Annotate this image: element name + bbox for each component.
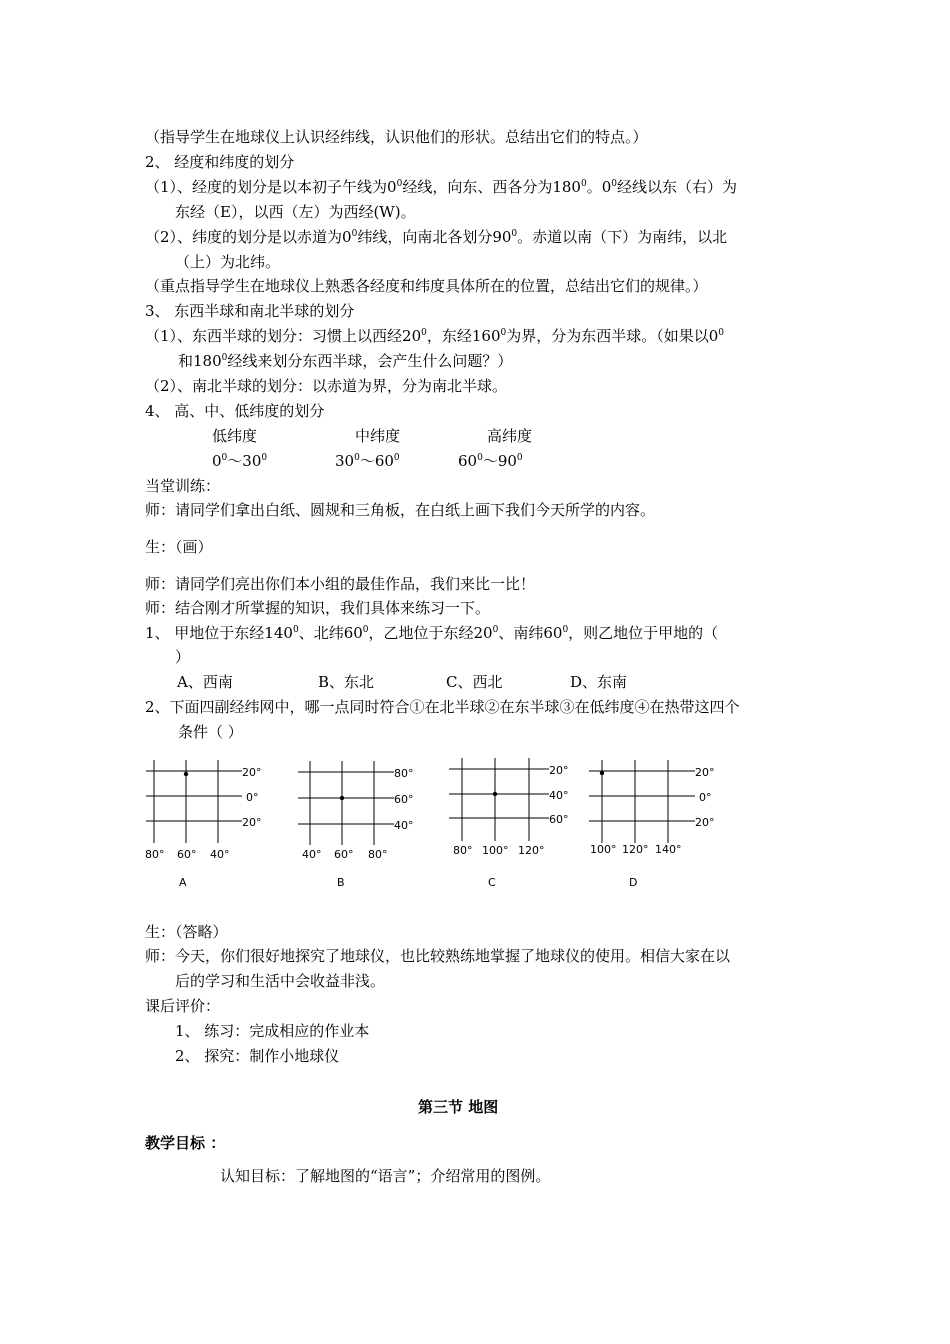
- question-2-line2: 条件（ ）: [178, 723, 243, 741]
- lat-mid-label: 中纬度: [355, 427, 401, 445]
- grid-d-bottom-label-2: 120°: [622, 843, 649, 856]
- teacher-line-4a: 师：今天，你们很好地探究了地球仪，也比较熟练地掌握了地球仪的使用。相信大家在以: [145, 947, 731, 965]
- grid-b: [294, 755, 419, 865]
- option-a: A、西南: [177, 673, 233, 691]
- evaluation-item-1: 1、 练习：完成相应的作业本: [175, 1022, 370, 1040]
- para-3-2: （2）、南北半球的划分：以赤道为界，分为南北半球。: [145, 377, 508, 395]
- grid-a-right-label-3: 20°: [242, 816, 262, 829]
- teacher-line-3: 师：结合刚才所掌握的知识，我们具体来练习一下。: [145, 599, 491, 617]
- grid-b-bottom-label-2: 60°: [334, 848, 354, 861]
- goal-text: 认知目标：了解地图的“语言”；介绍常用的图例。: [220, 1167, 551, 1185]
- grid-c-point: [493, 792, 497, 796]
- para-2-1-line1: （1）、经度的划分是以本初子午线为$0^0$经线，向东、西各分为$180^0$。$0^0$经线以东（右）为: [145, 178, 737, 196]
- lat-high-range: $60^0\sim 90^0$: [458, 452, 523, 470]
- teacher-line-1: 师：请同学们拿出白纸、圆规和三角板，在白纸上画下我们今天所学的内容。: [145, 501, 656, 519]
- para-2-2-line1: （2）、纬度的划分是以赤道为$0^0$纬线，向南北各划分$90^0$。赤道以南（下）为南纬，以北: [145, 228, 728, 246]
- student-line-1: 生：（画）: [145, 538, 213, 556]
- heading-2: 2、 经度和纬度的划分: [145, 153, 295, 171]
- grid-c-right-label-2: 40°: [549, 789, 569, 802]
- grid-d-right-label-3: 20°: [695, 816, 715, 829]
- grid-b-lines: [298, 761, 394, 845]
- grid-a-lines: [146, 760, 242, 843]
- grid-c-right-label-3: 60°: [549, 813, 569, 826]
- grid-a-bottom-label-2: 60°: [177, 848, 197, 861]
- teacher-line-2: 师：请同学们亮出你们本小组的最佳作品，我们来比一比！: [145, 575, 536, 593]
- evaluation-item-2: 2、 探究：制作小地球仪: [175, 1047, 340, 1065]
- grid-d-bottom-label-1: 100°: [590, 843, 617, 856]
- option-c: C、西北: [446, 673, 503, 691]
- section-title: 第三节 地图: [418, 1098, 499, 1116]
- grid-b-bottom-label-1: 40°: [302, 848, 322, 861]
- evaluation-heading: 课后评价：: [145, 997, 221, 1015]
- grid-a-right-label-2: 0°: [246, 791, 259, 804]
- teacher-line-4b: 后的学习和生活中会收益非浅。: [175, 972, 386, 990]
- grid-d-bottom-label-3: 140°: [655, 843, 682, 856]
- grid-c-caption: C: [488, 876, 496, 889]
- grid-c-lines: [449, 758, 549, 841]
- lat-mid-range: $30^0\sim 60^0$: [335, 452, 400, 470]
- grid-c-bottom-label-2: 100°: [482, 844, 509, 857]
- grid-b-caption: B: [337, 876, 345, 889]
- goal-heading: 教学目标 ：: [145, 1134, 226, 1152]
- heading-4: 4、 高、中、低纬度的划分: [145, 402, 325, 420]
- grid-a-caption: A: [179, 876, 187, 889]
- grid-b-right-label-1: 80°: [394, 767, 414, 780]
- note-line-1: （指导学生在地球仪上认识经纬线，认识他们的形状。总结出它们的特点。）: [145, 128, 648, 146]
- lat-high-label: 高纬度: [487, 427, 533, 445]
- lat-low-label: 低纬度: [212, 427, 258, 445]
- question-1-line2: ）: [175, 648, 191, 666]
- question-2-line1: 2、下面四副经纬网中，哪一点同时符合①在北半球②在东半球③在低纬度④在热带这四个: [145, 698, 740, 716]
- grid-a: [140, 755, 265, 865]
- grid-d-lines: [589, 760, 695, 843]
- para-3-1-line2: 和$180^0$经线来划分东西半球，会产生什么问题？）: [178, 352, 513, 370]
- grid-d-point: [600, 771, 604, 775]
- option-d: D、东南: [570, 673, 628, 691]
- grid-c-bottom-label-1: 80°: [453, 844, 473, 857]
- para-3-1-line1: （1）、东西半球的划分：习惯上以西经$20^0$，东经$160^0$为界，分为东西半球。（如果以$0^0$: [145, 327, 725, 345]
- grid-a-right-label-1: 20°: [242, 766, 262, 779]
- practice-heading: 当堂训练：: [145, 477, 221, 495]
- grid-b-bottom-label-3: 80°: [368, 848, 388, 861]
- student-line-2: 生：（答略）: [145, 923, 228, 941]
- grid-d-right-label-1: 20°: [695, 766, 715, 779]
- para-2-1-line2: 东经（E），以西（左）为西经(W)。: [175, 203, 416, 221]
- note-line-2: （重点指导学生在地球仪上熟悉各经度和纬度具体所在的位置，总结出它们的规律。）: [145, 277, 708, 295]
- grid-b-point: [340, 796, 344, 800]
- question-1-line1: 1、 甲地位于东经$140^0$、北纬$60^0$，乙地位于东经$20^0$、南纬$60^0$，则乙地位于甲地的（: [145, 624, 719, 642]
- grid-d-caption: D: [629, 876, 638, 889]
- grid-c-bottom-label-3: 120°: [518, 844, 545, 857]
- grid-a-point: [184, 772, 188, 776]
- grid-a-bottom-label-1: 80°: [145, 848, 165, 861]
- para-2-2-line2: （上）为北纬。: [175, 253, 281, 271]
- grid-b-right-label-2: 60°: [394, 793, 414, 806]
- grid-b-right-label-3: 40°: [394, 819, 414, 832]
- lat-low-range: $0^0\sim 30^0$: [212, 452, 268, 470]
- grid-c: [445, 755, 575, 865]
- grid-c-right-label-1: 20°: [549, 764, 569, 777]
- grid-d-right-label-2: 0°: [699, 791, 712, 804]
- option-b: B、东北: [318, 673, 375, 691]
- heading-3: 3、 东西半球和南北半球的划分: [145, 302, 355, 320]
- grid-a-bottom-label-3: 40°: [210, 848, 230, 861]
- grid-d: [585, 755, 720, 865]
